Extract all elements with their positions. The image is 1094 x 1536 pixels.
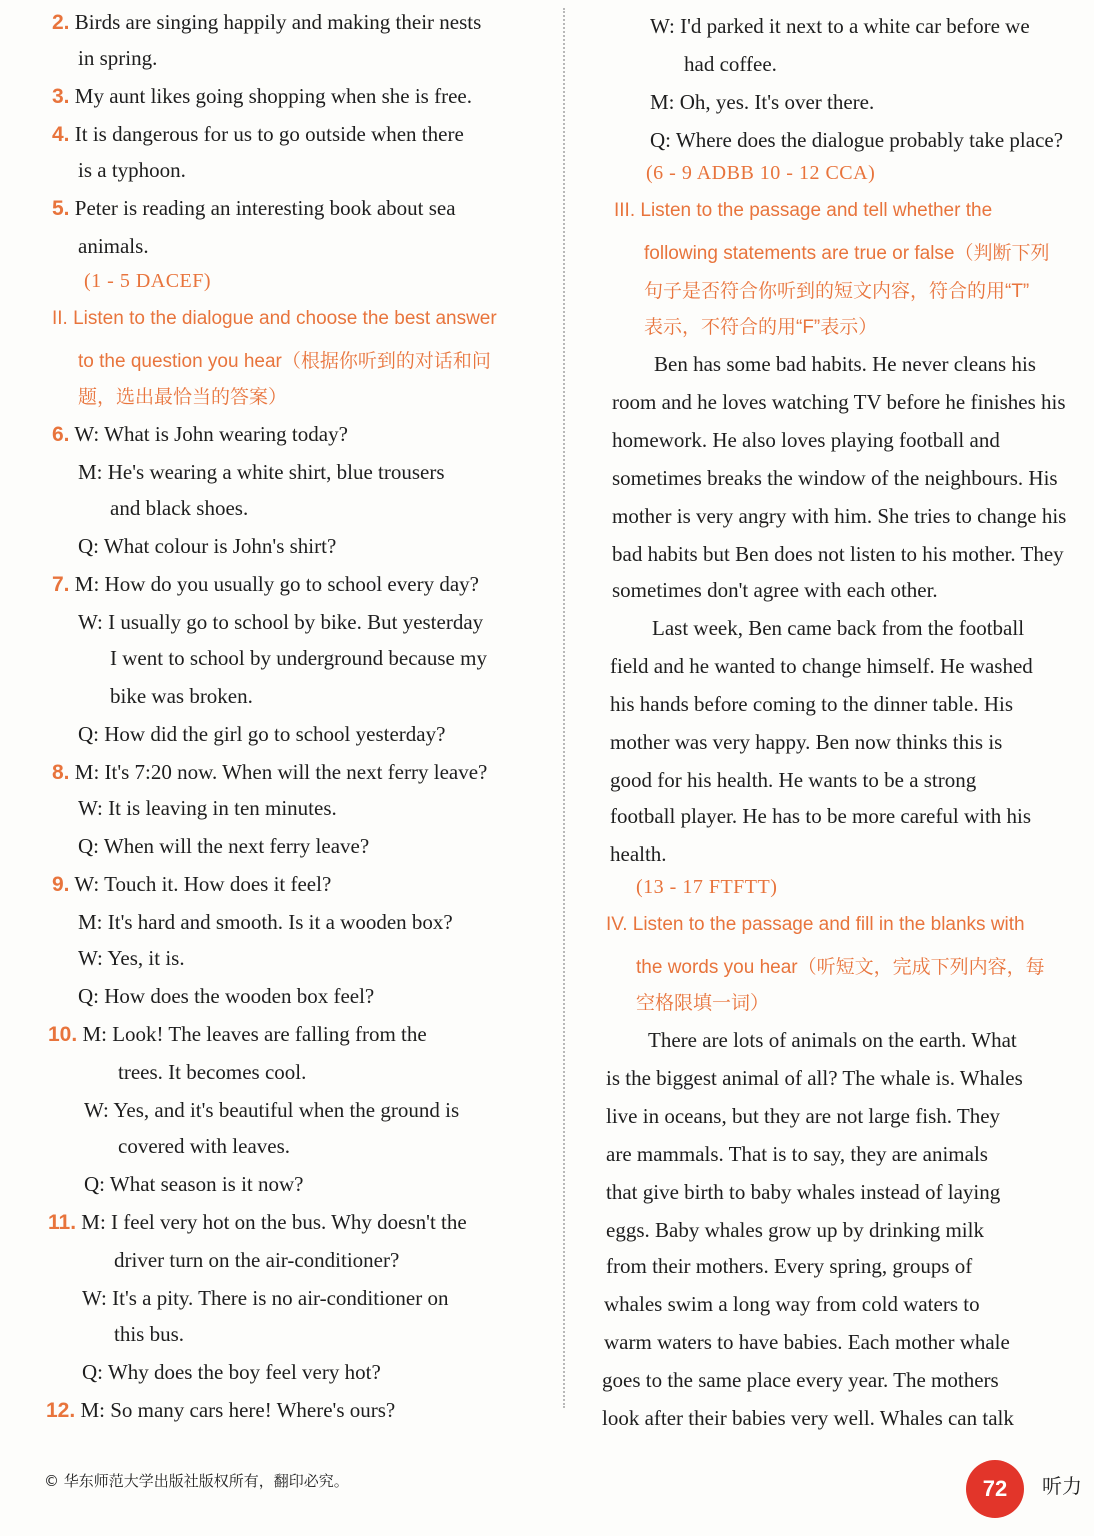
line-text: M: I feel very hot on the bus. Why doesn't the [81,1210,467,1234]
text-line [84,1170,304,1198]
section-instruction [644,238,1050,265]
section-instruction [614,200,992,222]
text-line [52,120,464,149]
line-text: driver turn on the air-conditioner? [114,1248,400,1272]
text-line [650,126,1063,154]
line-text: warm waters to have babies. Each mother whale [604,1330,1010,1354]
line-text: IV. Listen to the passage and fill in the blanks with [606,914,1025,935]
text-line [612,502,1066,530]
text-line [606,1064,1023,1092]
line-text: is the biggest animal of all? The whale is. Whales [606,1066,1023,1090]
text-line [52,870,331,899]
text-line [648,1026,1017,1054]
text-line [110,682,253,710]
section-instruction [78,382,287,409]
line-text: good for his health. He wants to be a strong [610,768,977,792]
line-text: Q: How did the girl go to school yesterday? [78,722,446,746]
text-line [78,832,369,860]
line-text: Ben has some bad habits. He never cleans his [654,352,1036,376]
text-line [78,908,453,936]
line-text: look after their babies very well. Whales can talk [602,1406,1014,1430]
text-line [48,1020,427,1049]
question-number: 10. [48,1023,78,1046]
question-number: 3. [52,85,70,108]
text-line [610,652,1033,680]
line-text: following statements are true or false（判断下列 [644,243,1050,264]
text-line [78,982,374,1010]
text-line [110,494,248,522]
line-text: M: So many cars here! Where's ours? [80,1398,396,1422]
line-text: (13 - 17 FTFTT) [636,876,778,898]
line-text: W: Yes, and it's beautiful when the ground is [84,1098,460,1122]
line-text: Peter is reading an interesting book about sea [74,196,456,220]
text-line [52,420,348,449]
line-text: are mammals. That is to say, they are animals [606,1142,988,1166]
line-text: homework. He also loves playing football and [612,428,1000,452]
text-line [52,82,472,111]
line-text: M: He's wearing a white shirt, blue trousers [78,460,445,484]
question-number: 7. [52,573,70,596]
line-text: 句子是否符合你听到的短文内容，符合的用“T” [644,281,1030,302]
text-line [78,720,445,748]
line-text: Q: What colour is John's shirt? [78,534,337,558]
question-number: 12. [46,1399,76,1422]
text-line [650,88,874,116]
line-text: III. Listen to the passage and tell whether the [614,200,993,221]
text-line [654,350,1036,378]
question-number: 2. [52,11,70,34]
section-instruction [52,308,497,330]
section-instruction [78,346,491,373]
line-text: animals. [78,234,149,258]
section-instruction [636,952,1045,979]
line-text: It is dangerous for us to go outside when there [74,122,464,146]
line-text: covered with leaves. [118,1134,291,1158]
line-text: whales swim a long way from cold waters to [604,1292,980,1316]
text-line [612,464,1058,492]
text-line [46,1396,395,1425]
line-text: Q: Where does the dialogue probably take place? [650,128,1064,152]
line-text: bike was broken. [110,684,253,708]
text-line [610,840,667,868]
text-line [48,1208,467,1237]
text-line [606,1102,1000,1130]
text-line [610,728,1002,756]
text-line [78,794,337,822]
line-text: W: It is leaving in ten minutes. [78,796,337,820]
line-text: 表示，不符合的用“F”表示） [644,317,878,338]
line-text: the words you hear（听短文，完成下列内容，每 [636,957,1045,978]
text-line [114,1246,399,1274]
line-text: football player. He has to be more careful with his [610,804,1032,828]
text-line [78,156,186,184]
line-text: My aunt likes going shopping when she is free. [74,84,472,108]
line-text: 题，选出最恰当的答案） [78,387,288,408]
text-line [602,1404,1014,1432]
line-text: Q: When will the next ferry leave? [78,834,370,858]
line-text: W: I'd parked it next to a white car before we [650,14,1030,38]
line-text: mother is very angry with him. She tries to change his [612,504,1067,528]
line-text: I went to school by underground because my [110,646,487,670]
text-line [604,1328,1010,1356]
line-text: trees. It becomes cool. [118,1060,307,1084]
section-tab: 听力 [1042,1474,1082,1498]
text-line [606,1216,984,1244]
line-text: this bus. [114,1322,185,1346]
answer-key [646,162,875,185]
line-text: M: How do you usually go to school every day? [74,572,479,596]
column-divider [563,8,565,1408]
text-line [612,426,1000,454]
section-instruction [644,312,877,339]
text-line [84,1096,459,1124]
line-text: is a typhoon. [78,158,186,182]
line-text: to the question you hear（根据你听到的对话和问 [78,351,491,372]
line-text: in spring. [78,46,158,70]
copyright-footer: © 华东师范大学出版社版权所有，翻印必究。 [44,1472,349,1490]
text-line [78,944,185,972]
line-text: II. Listen to the dialogue and choose the best answer [52,308,497,329]
text-line [78,458,445,486]
text-line [650,12,1030,40]
text-line [612,576,938,604]
line-text: live in oceans, but they are not large fish. They [606,1104,1001,1128]
line-text: sometimes breaks the window of the neighbours. His [612,466,1058,490]
line-text: bad habits but Ben does not listen to his mother. They [612,542,1064,566]
line-text: room and he loves watching TV before he finishes his [612,390,1066,414]
text-line [602,1366,999,1394]
text-line [52,194,456,223]
line-text: W: It's a pity. There is no air-conditioner on [82,1286,449,1310]
text-line [610,690,1013,718]
text-line [612,388,1066,416]
line-text: health. [610,842,667,866]
text-line [606,1252,972,1280]
text-line [78,608,483,636]
line-text: M: It's 7:20 now. When will the next ferry leave? [74,760,488,784]
line-text: Q: How does the wooden box feel? [78,984,375,1008]
question-number: 9. [52,873,70,896]
text-line [610,802,1031,830]
line-text: sometimes don't agree with each other. [612,578,938,602]
line-text: eggs. Baby whales grow up by drinking milk [606,1218,984,1242]
text-line [52,8,481,37]
line-text: M: It's hard and smooth. Is it a wooden box? [78,910,453,934]
line-text: W: Touch it. How does it feel? [74,872,332,896]
line-text: M: Oh, yes. It's over there. [650,90,875,114]
text-line [78,44,157,72]
text-line [114,1320,184,1348]
page-number-badge: 72 [966,1460,1024,1518]
line-text: field and he wanted to change himself. He washed [610,654,1033,678]
text-line [118,1058,306,1086]
line-text: from their mothers. Every spring, groups of [606,1254,973,1278]
line-text: Birds are singing happily and making their nests [74,10,482,34]
line-text: W: What is John wearing today? [74,422,348,446]
line-text: There are lots of animals on the earth. What [648,1028,1017,1052]
line-text: W: I usually go to school by bike. But yesterday [78,610,484,634]
line-text: Last week, Ben came back from the football [652,616,1025,640]
text-line [52,570,479,599]
section-instruction [606,914,1025,936]
section-instruction [636,988,769,1015]
line-text: had coffee. [684,52,777,76]
line-text: mother was very happy. Ben now thinks this is [610,730,1003,754]
question-number: 6. [52,423,70,446]
question-number: 8. [52,761,70,784]
line-text: his hands before coming to the dinner table. His [610,692,1013,716]
text-line [652,614,1024,642]
line-text: Q: What season is it now? [84,1172,304,1196]
text-line [118,1132,290,1160]
question-number: 4. [52,123,70,146]
line-text: 空格限填一词） [636,993,770,1014]
text-line [684,50,777,78]
text-line [78,532,336,560]
text-line [110,644,487,672]
text-line [82,1284,449,1312]
text-line [52,758,487,787]
text-line [604,1290,980,1318]
text-line [78,232,149,260]
line-text: (1 - 5 DACEF) [84,270,212,292]
text-line [610,766,976,794]
section-instruction [644,276,1029,303]
text-line [612,540,1064,568]
text-line [606,1140,988,1168]
text-line [606,1178,1000,1206]
line-text: that give birth to baby whales instead of laying [606,1180,1001,1204]
answer-key [636,876,777,899]
question-number: 5. [52,197,70,220]
line-text: W: Yes, it is. [78,946,185,970]
question-number: 11. [48,1211,77,1234]
line-text: M: Look! The leaves are falling from the [82,1022,427,1046]
line-text: (6 - 9 ADBB 10 - 12 CCA) [646,162,876,184]
text-line [82,1358,381,1386]
line-text: and black shoes. [110,496,249,520]
answer-key [84,270,211,293]
line-text: Q: Why does the boy feel very hot? [82,1360,381,1384]
line-text: goes to the same place every year. The mothers [602,1368,999,1392]
